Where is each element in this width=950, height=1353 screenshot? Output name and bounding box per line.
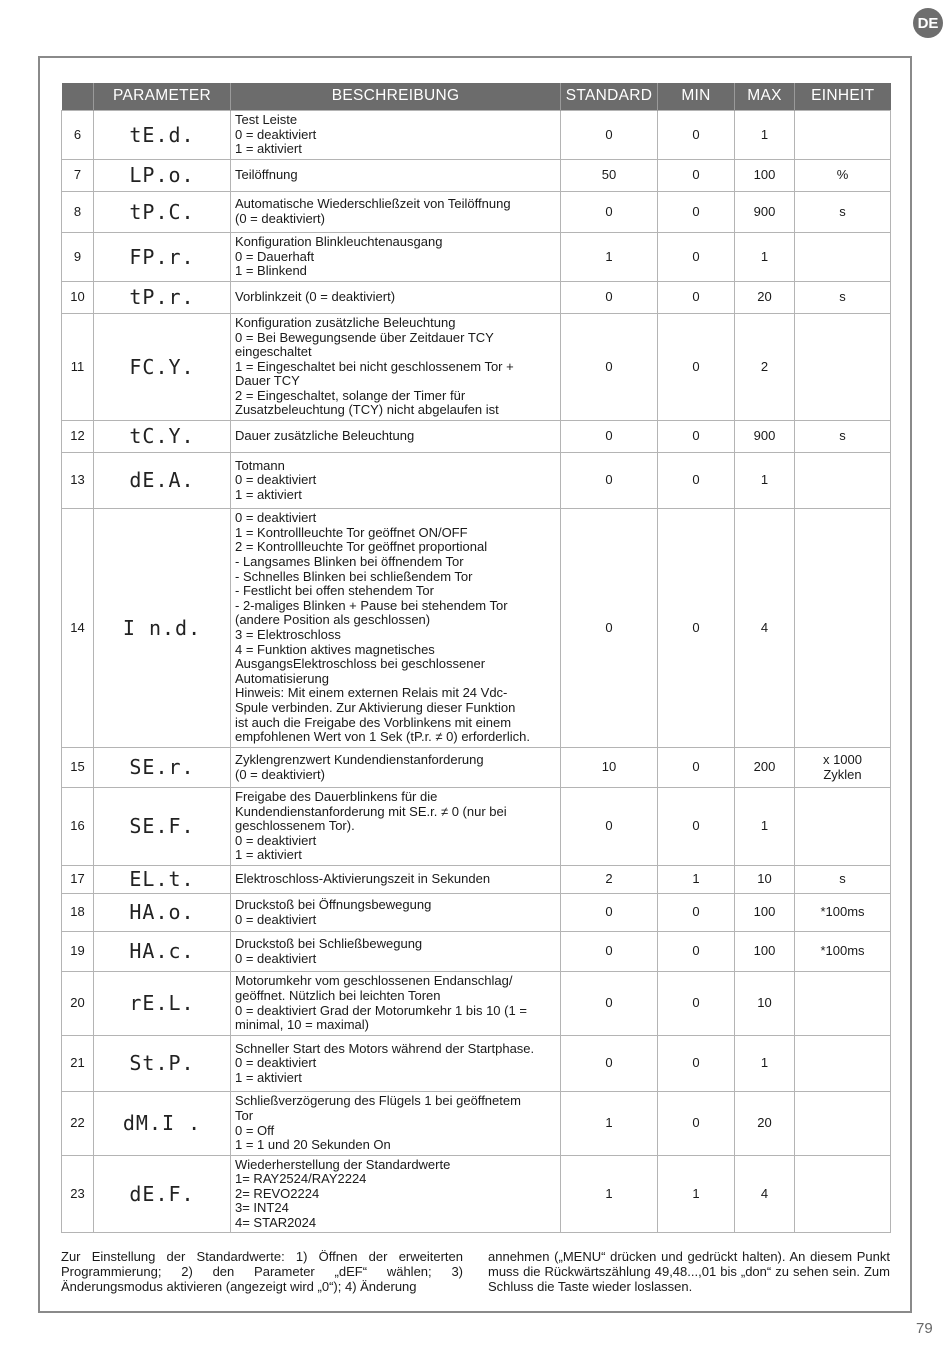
default-value: 2	[561, 866, 658, 894]
min-value: 1	[658, 866, 735, 894]
parameter-code: I n.d.	[94, 509, 231, 748]
header-number	[62, 83, 94, 111]
table-header-row	[62, 83, 891, 111]
min-value: 0	[658, 421, 735, 453]
unit-value	[795, 111, 891, 160]
default-value: 0	[561, 192, 658, 233]
parameter-description: 0 = deaktiviert 1 = Kontrollleuchte Tor geöffnet ON/OFF 2 = Kontrollleuchte Tor geöffnet proportional - Langsames Blinken bei öffnendem Tor - Schnelles Blinken bei schließendem Tor - Festlicht bei offen stehendem Tor - 2-maliges Blinken + Pause bei stehendem Tor (andere Position als geschlossen) 3 = Elektroschloss 4 = Funktion aktives magnetisches AusgangsElektroschloss bei geschlossener Automatisierung Hinweis: Mit einem externen Relais mit 24 Vdc- Spule verbinden. Zur Aktivierung dieser Funktion ist auch die Freigabe des Vorblinkens mit einem empfohlenen Wert von 1 Sek (tP.r. ≠ 0) erforderlich.	[231, 509, 561, 748]
max-value: 1	[735, 111, 795, 160]
row-number: 13	[62, 453, 94, 509]
row-number: 8	[62, 192, 94, 233]
min-value: 1	[658, 1156, 735, 1233]
row-number: 21	[62, 1036, 94, 1092]
parameter-code: FC.Y.	[94, 314, 231, 421]
row-number: 14	[62, 509, 94, 748]
unit-value	[795, 314, 891, 421]
max-value: 1	[735, 788, 795, 866]
header-min: MIN	[658, 83, 735, 111]
max-value: 100	[735, 894, 795, 932]
max-value: 100	[735, 160, 795, 192]
min-value: 0	[658, 748, 735, 788]
parameter-code: rE.L.	[94, 972, 231, 1036]
min-value: 0	[658, 972, 735, 1036]
unit-value: s	[795, 192, 891, 233]
row-number: 17	[62, 866, 94, 894]
unit-value: s	[795, 421, 891, 453]
default-value: 50	[561, 160, 658, 192]
max-value: 200	[735, 748, 795, 788]
default-value: 1	[561, 1156, 658, 1233]
parameter-description: Wiederherstellung der Standardwerte 1= RAY2524/RAY2224 2= REVO2224 3= INT24 4= STAR2024	[231, 1156, 561, 1233]
max-value: 900	[735, 192, 795, 233]
unit-value	[795, 1092, 891, 1156]
parameter-code: dE.A.	[94, 453, 231, 509]
unit-value: s	[795, 866, 891, 894]
table-row	[62, 866, 891, 894]
table-row	[62, 160, 891, 192]
row-number: 20	[62, 972, 94, 1036]
row-number: 19	[62, 932, 94, 972]
default-value: 1	[561, 1092, 658, 1156]
table-row	[62, 421, 891, 453]
max-value: 1	[735, 233, 795, 282]
min-value: 0	[658, 932, 735, 972]
unit-value	[795, 972, 891, 1036]
row-number: 15	[62, 748, 94, 788]
row-number: 22	[62, 1092, 94, 1156]
parameter-description: Zyklengrenzwert Kundendienstanforderung (0 = deaktiviert)	[231, 748, 561, 788]
parameter-code: tE.d.	[94, 111, 231, 160]
row-number: 10	[62, 282, 94, 314]
parameter-description: Konfiguration Blinkleuchtenausgang 0 = Dauerhaft 1 = Blinkend	[231, 233, 561, 282]
parameter-description: Teilöffnung	[231, 160, 561, 192]
language-badge: DE	[913, 8, 943, 38]
default-value: 0	[561, 421, 658, 453]
table-row	[62, 509, 891, 748]
max-value: 20	[735, 282, 795, 314]
unit-value: %	[795, 160, 891, 192]
default-value: 0	[561, 314, 658, 421]
parameter-code: tP.C.	[94, 192, 231, 233]
parameter-code: dE.F.	[94, 1156, 231, 1233]
unit-value	[795, 509, 891, 748]
min-value: 0	[658, 314, 735, 421]
parameter-code: EL.t.	[94, 866, 231, 894]
min-value: 0	[658, 509, 735, 748]
default-value: 0	[561, 111, 658, 160]
row-number: 18	[62, 894, 94, 932]
page-number: 79	[916, 1320, 933, 1337]
table-row	[62, 1092, 891, 1156]
min-value: 0	[658, 1036, 735, 1092]
table-row	[62, 788, 891, 866]
default-value: 1	[561, 233, 658, 282]
table-row	[62, 1156, 891, 1233]
unit-value: *100ms	[795, 894, 891, 932]
parameter-code: SE.F.	[94, 788, 231, 866]
row-number: 7	[62, 160, 94, 192]
parameter-description: Dauer zusätzliche Beleuchtung	[231, 421, 561, 453]
header-unit: EINHEIT	[795, 83, 891, 111]
row-number: 16	[62, 788, 94, 866]
default-value: 0	[561, 509, 658, 748]
row-number: 9	[62, 233, 94, 282]
max-value: 1	[735, 1036, 795, 1092]
parameter-code: SE.r.	[94, 748, 231, 788]
min-value: 0	[658, 894, 735, 932]
min-value: 0	[658, 111, 735, 160]
parameter-code: tC.Y.	[94, 421, 231, 453]
parameter-description: Automatische Wiederschließzeit von Teilöffnung (0 = deaktiviert)	[231, 192, 561, 233]
header-description: BESCHREIBUNG	[231, 83, 561, 111]
parameter-code: FP.r.	[94, 233, 231, 282]
table-row	[62, 1036, 891, 1092]
parameter-description: Druckstoß bei Öffnungsbewegung 0 = deaktiviert	[231, 894, 561, 932]
default-value: 0	[561, 894, 658, 932]
min-value: 0	[658, 453, 735, 509]
unit-value	[795, 1036, 891, 1092]
table-row	[62, 282, 891, 314]
unit-value	[795, 453, 891, 509]
unit-value	[795, 1156, 891, 1233]
min-value: 0	[658, 788, 735, 866]
parameter-table	[61, 83, 891, 1233]
min-value: 0	[658, 192, 735, 233]
default-value: 0	[561, 932, 658, 972]
parameter-description: Motorumkehr vom geschlossenen Endanschlag/ geöffnet. Nützlich bei leichten Toren 0 = deaktiviert Grad der Motorumkehr 1 bis 10 (1 = minimal, 10 = maximal)	[231, 972, 561, 1036]
max-value: 4	[735, 1156, 795, 1233]
parameter-description: Totmann 0 = deaktiviert 1 = aktiviert	[231, 453, 561, 509]
parameter-description: Test Leiste 0 = deaktiviert 1 = aktiviert	[231, 111, 561, 160]
table-row	[62, 314, 891, 421]
max-value: 900	[735, 421, 795, 453]
default-value: 0	[561, 1036, 658, 1092]
row-number: 11	[62, 314, 94, 421]
parameter-description: Schneller Start des Motors während der Startphase. 0 = deaktiviert 1 = aktiviert	[231, 1036, 561, 1092]
row-number: 23	[62, 1156, 94, 1233]
table-row	[62, 972, 891, 1036]
table-row	[62, 233, 891, 282]
parameter-description: Schließverzögerung des Flügels 1 bei geöffnetem Tor 0 = Off 1 = 1 und 20 Sekunden On	[231, 1092, 561, 1156]
parameter-description: Konfiguration zusätzliche Beleuchtung 0 = Bei Bewegungsende über Zeitdauer TCY eingeschaltet 1 = Eingeschaltet bei nicht geschlossenem Tor + Dauer TCY 2 = Eingeschaltet, solange der Timer für Zusatzbeleuchtung (TCY) nicht abgelaufen ist	[231, 314, 561, 421]
max-value: 2	[735, 314, 795, 421]
row-number: 12	[62, 421, 94, 453]
table-row	[62, 932, 891, 972]
parameter-code: LP.o.	[94, 160, 231, 192]
header-max: MAX	[735, 83, 795, 111]
footer-text-right: annehmen („MENU“ drücken und gedrückt halten). An diesem Punkt muss die Rückwärtszählung 49,48...,01 bis „don“ zu sehen sein. Zum Schluss die Taste wieder loslassen.	[488, 1249, 890, 1294]
table-row	[62, 894, 891, 932]
max-value: 100	[735, 932, 795, 972]
unit-value: s	[795, 282, 891, 314]
row-number: 6	[62, 111, 94, 160]
min-value: 0	[658, 1092, 735, 1156]
table-row	[62, 453, 891, 509]
max-value: 20	[735, 1092, 795, 1156]
parameter-description: Elektroschloss-Aktivierungszeit in Sekunden	[231, 866, 561, 894]
unit-value: x 1000 Zyklen	[795, 748, 891, 788]
unit-value	[795, 233, 891, 282]
unit-value: *100ms	[795, 932, 891, 972]
default-value: 0	[561, 282, 658, 314]
unit-value	[795, 788, 891, 866]
parameter-description: Vorblinkzeit (0 = deaktiviert)	[231, 282, 561, 314]
min-value: 0	[658, 282, 735, 314]
parameter-description: Freigabe des Dauerblinkens für die Kundendienstanforderung mit SE.r. ≠ 0 (nur bei geschlossenem Tor). 0 = deaktiviert 1 = aktiviert	[231, 788, 561, 866]
parameter-description: Druckstoß bei Schließbewegung 0 = deaktiviert	[231, 932, 561, 972]
max-value: 10	[735, 972, 795, 1036]
default-value: 10	[561, 748, 658, 788]
min-value: 0	[658, 233, 735, 282]
parameter-code: tP.r.	[94, 282, 231, 314]
table-row	[62, 748, 891, 788]
header-default: STANDARD	[561, 83, 658, 111]
table-row	[62, 111, 891, 160]
footer-text-left: Zur Einstellung der Standardwerte: 1) Öffnen der erweiterten Programmierung; 2) den Parameter „dEF“ wählen; 3) Änderungsmodus aktivieren (angezeigt wird „0“); 4) Änderung	[61, 1249, 463, 1294]
default-value: 0	[561, 788, 658, 866]
parameter-code: dM.I .	[94, 1092, 231, 1156]
max-value: 4	[735, 509, 795, 748]
table-row	[62, 192, 891, 233]
min-value: 0	[658, 160, 735, 192]
header-parameter: PARAMETER	[94, 83, 231, 111]
parameter-code: St.P.	[94, 1036, 231, 1092]
max-value: 10	[735, 866, 795, 894]
parameter-code: HA.c.	[94, 932, 231, 972]
default-value: 0	[561, 972, 658, 1036]
parameter-code: HA.o.	[94, 894, 231, 932]
default-value: 0	[561, 453, 658, 509]
max-value: 1	[735, 453, 795, 509]
